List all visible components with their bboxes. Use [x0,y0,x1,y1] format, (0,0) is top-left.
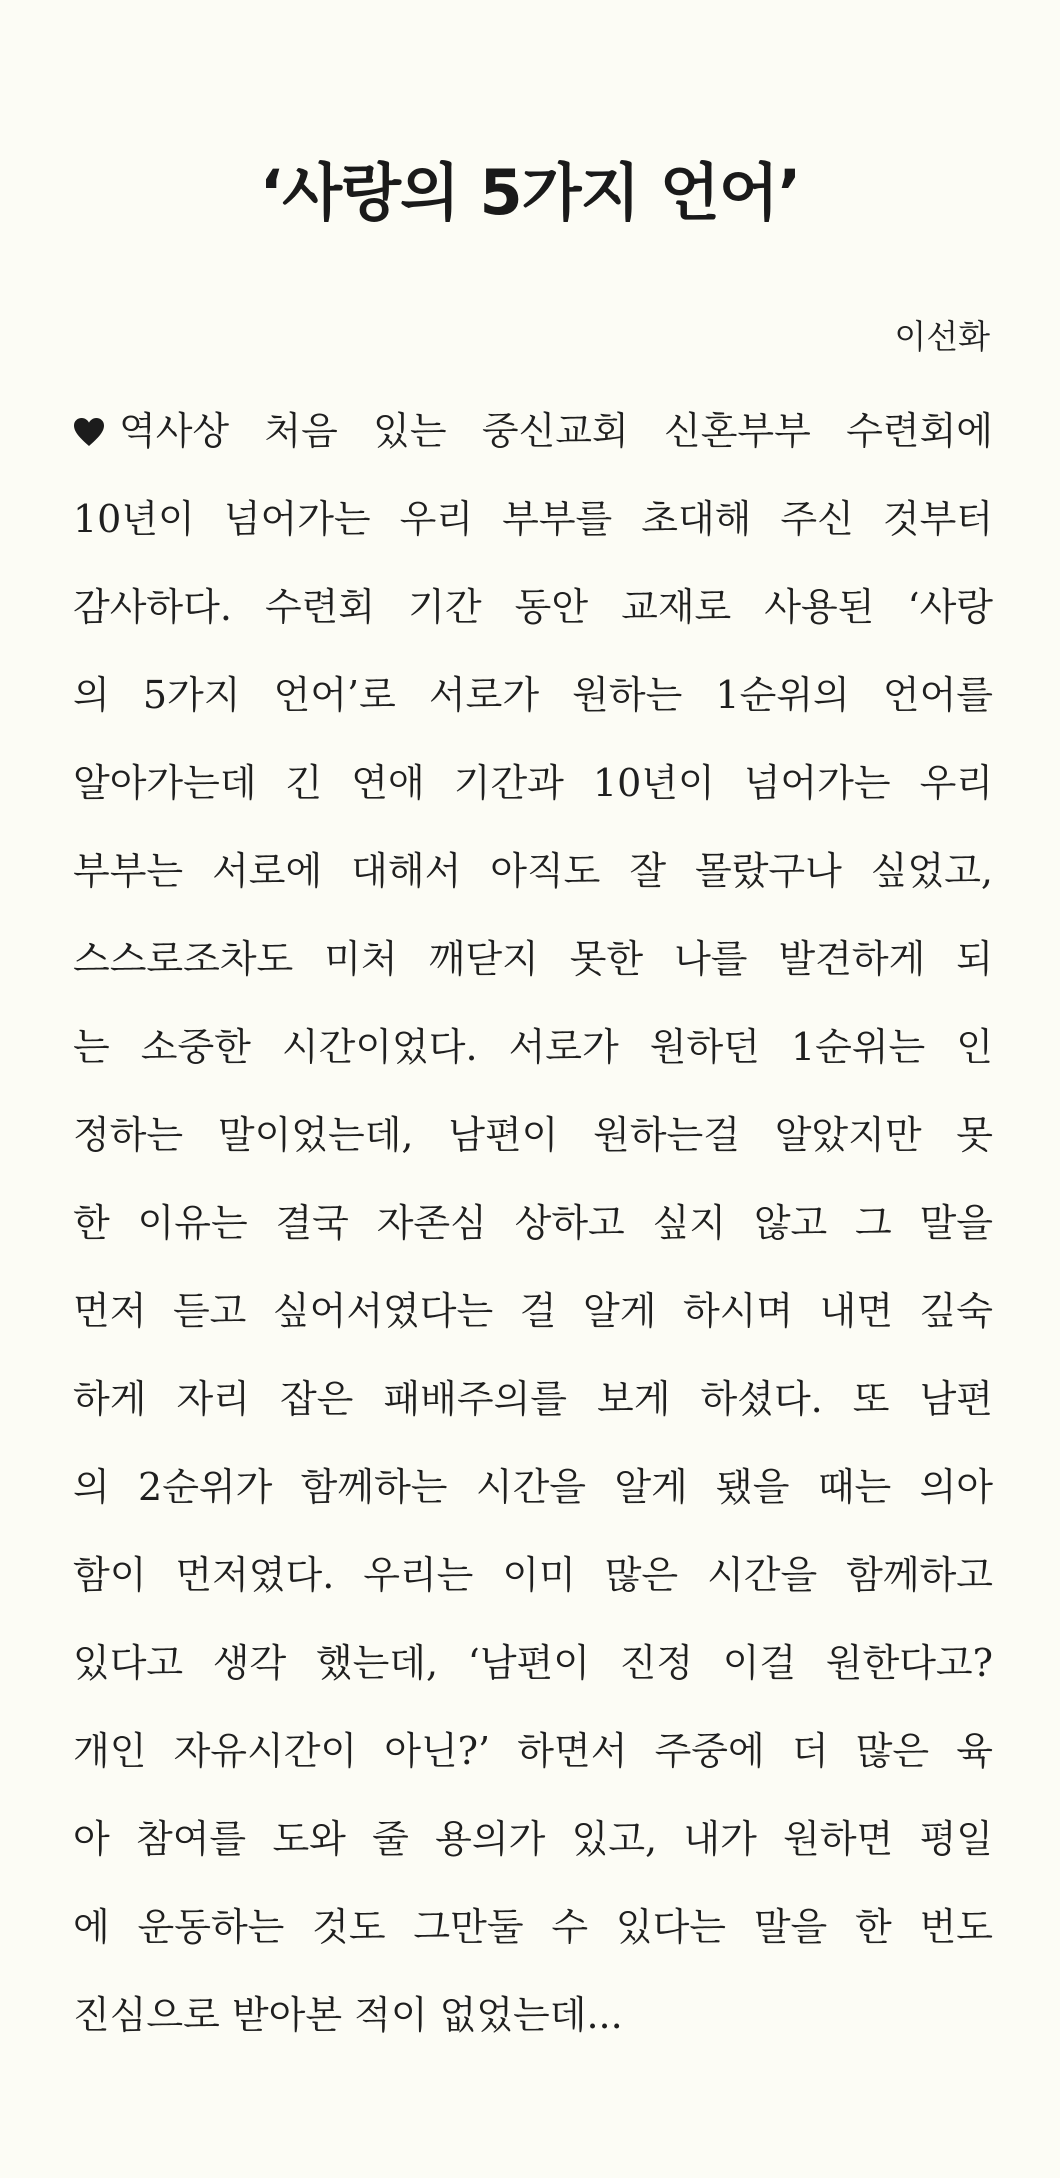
text-line: 에 운동하는 것도 그만둘 수 있다는 말을 한 번도 [73,1905,993,1949]
body-text [73,387,993,2059]
text-line: 개인 자유시간이 아닌?’ 하면서 주중에 더 많은 육 [73,1729,993,1773]
text-line: 정하는 말이었는데, 남편이 원하는걸 알았지만 못 [73,1113,993,1157]
text-line: 하게 자리 잡은 패배주의를 보게 하셨다. 또 남편 [73,1377,993,1421]
text-line [73,387,993,475]
text-line: 알아가는데 긴 연애 기간과 10년이 넘어가는 우리 [73,761,993,805]
text-line: 스스로조차도 미처 깨닫지 못한 나를 발견하게 되 [73,937,993,981]
text-line: 의 5가지 언어’로 서로가 원하는 1순위의 언어를 [73,673,993,717]
heart-icon [73,417,105,447]
text-line: 아 참여를 도와 줄 용의가 있고, 내가 원하면 평일 [73,1817,993,1861]
page-title: ‘사랑의 5가지 언어’ [259,156,801,229]
text-line: 의 2순위가 함께하는 시간을 알게 됐을 때는 의아 [73,1465,993,1509]
text-line-content: 역사상 처음 있는 중신교회 신혼부부 수련회에 [119,409,993,453]
text-line: 진심으로 받아본 적이 없었는데... [73,1993,623,2037]
text-line: 먼저 듣고 싶어서였다는 걸 알게 하시며 내면 깊숙 [73,1289,993,1333]
text-line: 부부는 서로에 대해서 아직도 잘 몰랐구나 싶었고, [73,849,993,893]
author-name: 이선화 [894,317,990,356]
text-line: 한 이유는 결국 자존심 상하고 싶지 않고 그 말을 [73,1201,993,1245]
text-line: 있다고 생각 했는데, ‘남편이 진정 이걸 원한다고? [73,1641,993,1685]
text-line: 함이 먼저였다. 우리는 이미 많은 시간을 함께하고 [73,1553,993,1597]
text-line: 10년이 넘어가는 우리 부부를 초대해 주신 것부터 [73,497,993,541]
text-line: 감사하다. 수련회 기간 동안 교재로 사용된 ‘사랑 [73,585,993,629]
text-line: 는 소중한 시간이었다. 서로가 원하던 1순위는 인 [73,1025,993,1069]
